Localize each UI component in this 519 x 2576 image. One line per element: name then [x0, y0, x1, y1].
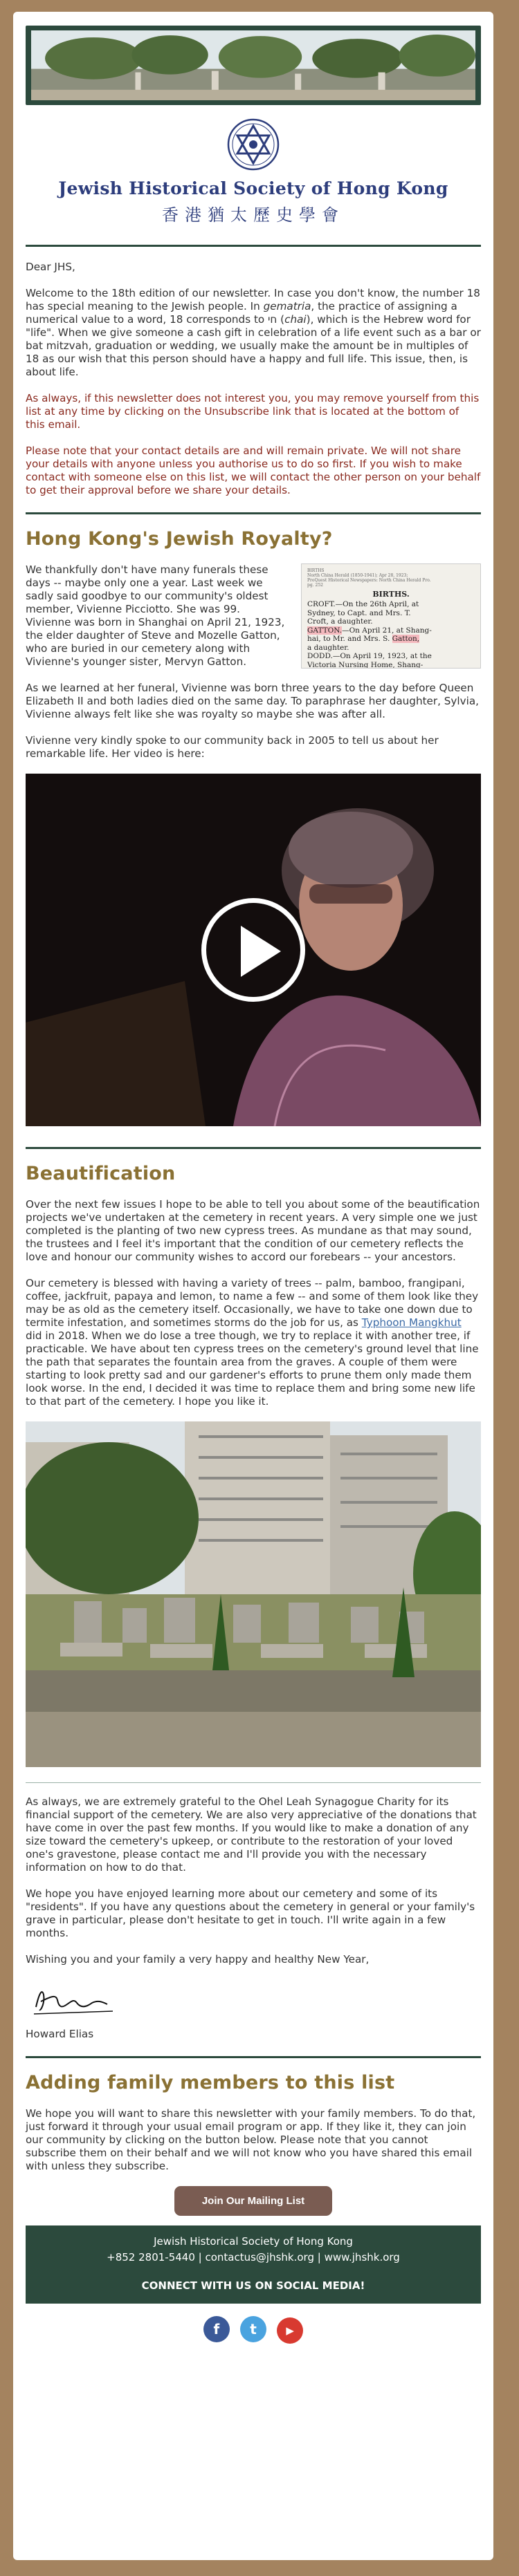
banner-scene [31, 30, 475, 100]
vivienne-video-thumbnail[interactable] [26, 774, 481, 1126]
unsubscribe-notice: As always, if this newsletter does not interest you, you may remove yourself from this list at any time by clicking on the Unsubscribe link that is located at the bottom of this email. [26, 392, 480, 431]
clipping-source: pg. 252 [307, 583, 323, 588]
join-mailing-list-button[interactable]: Join Our Mailing List [174, 2186, 332, 2216]
beautification-paragraph-1: Over the next few issues I hope to be able to tell you about some of the beautification projects we've undertaken at the cemetery in recent years. A very simple one we just completed is the planting of two new cypress trees. As mundane as that may sound, the trustees and I feel it's important that the condition of our cemetery reflects the love and honour our community wishes to accord our forebears -- your ancestors. [26, 1198, 480, 1263]
society-logo[interactable] [26, 105, 481, 230]
cemetery-banner-photo [31, 30, 475, 100]
royalty-paragraph-1: We thankfully don't have many funerals these days -- maybe only one a year. Last week we sadly said goodbye to our community's oldest member, Vivienne Picciotto. She was 99. Vivienne was born in Shanghai on April 21, 1923, the elder daughter of Steve and Mozelle Gatton, who are buried in our cemetery along with Vivienne's younger sister, Mervyn Gatton. [26, 563, 285, 668]
clipping-heading: BIRTHS. [372, 590, 410, 599]
clipping-line: hai, to Mr. and Mrs. S. Gatton, [307, 635, 420, 643]
star-of-david-logo-icon [226, 118, 280, 171]
beautification-heading: Beautification [26, 1163, 176, 1184]
header-banner-image [26, 26, 481, 105]
clipping-line: Sydney, to Capt. and Mrs. T. [307, 608, 411, 617]
signature-drawing [26, 1979, 122, 2021]
beautification-paragraph-2: Our cemetery is blessed with having a variety of trees -- palm, bamboo, frangipani, coffee, jackfruit, papaya and lemon, to name a few -- and some of them look like they may be as old as the cemetery itself. Occasionally, we have to take one down due to termite infestation, and sometimes storms do the job for us, as Typhoon Mangkhut did in 2018. When we do lose a tree though, we try to replace it with another tree, if practicable. We have about ten cypress trees on the cemetery's ground level that line the path that separates the fountain area from the graves. A couple of them were starting to look pretty sad and our gardener's efforts to prune them only made them look worse. In the end, I decided it was time to replace them and bring some new life to that part of the cemetery. I hope you like it. [26, 1277, 479, 1408]
youtube-icon[interactable]: ▶ [277, 2317, 303, 2344]
play-button-icon[interactable] [201, 898, 305, 1002]
closing-paragraph-2: We hope you have enjoyed learning more about our cemetery and some of its "residents". If you have any questions about the cemetery in general or your family's grave in particular, please don't hesitate to get in touch. I'll write again in a few months. [26, 1887, 475, 1939]
footer-contact[interactable]: +852 2801-5440 | contactus@jhshk.org | www.jhshk.org [107, 2251, 400, 2264]
clipping-line: CROFT.—On the 26th April, at [307, 600, 419, 608]
clipping-line: Victoria Nursing Home, Shang- [307, 660, 424, 669]
clipping-source: ProQuest Historical Newspapers: North China Herald Pro. [307, 578, 431, 583]
closing-paragraph-1: As always, we are extremely grateful to the Ohel Leah Synagogue Charity for its financial support of the cemetery. We are also very appreciative of the donations that have come in over the past few months. If you would like to make a donation of any size toward the cemetery's upkeep, or contribute to the restoration of your loved one's gravestone, please contact me and I'll provide you with the necessary information on how to do that. [26, 1795, 477, 1874]
divider [26, 1147, 481, 1149]
clipping-line: DODD.—On April 19, 1923, at the [307, 652, 432, 660]
footer-social-heading: CONNECT WITH US ON SOCIAL MEDIA! [141, 2279, 365, 2292]
clipping-line: GATTON.—On April 21, at Shang- [307, 626, 432, 635]
divider [26, 1782, 481, 1783]
clipping-source: North China Herald (1850-1941); Apr 28, 1923; [307, 573, 408, 578]
royalty-heading: Hong Kong's Jewish Royalty? [26, 528, 333, 550]
family-paragraph: We hope you will want to share this newsletter with your family members. To do that, just forward it through your usual email program or app. If they like it, they can join our community by clicking on the button below. Please note that you cannot subscribe them on their behalf and we will not know who you have shared this email with unless they subscribe. [26, 2107, 476, 2172]
twitter-icon[interactable]: t [240, 2316, 266, 2342]
closing-paragraph-3: Wishing you and your family a very happy and healthy New Year, [26, 1953, 370, 1966]
signer-name: Howard Elias [26, 2028, 94, 2040]
handwritten-signature [26, 1979, 481, 2021]
join-button-wrap [26, 2186, 481, 2216]
footer-org: Jewish Historical Society of Hong Kong [154, 2235, 353, 2248]
births-newspaper-clipping [301, 563, 481, 669]
social-links [26, 2304, 481, 2356]
intro-paragraph: Welcome to the 18th edition of our newsletter. In case you don't know, the number 18 has special meaning to the Jewish people. In gematria, the practice of assigning a numerical value to a word, 18 corresponds to חי (chai), which is the Hebrew word for "life". When we give someone a cash gift in celebration of a life event such as a bar or bat mitzvah, graduation or wedding, we usually make the amount be in multiples of 18 as our wish that this person should have a happy and full life. This issue, then, is about life. [26, 287, 481, 378]
typhoon-mangkhut-link[interactable]: Typhoon Mangkhut [361, 1316, 462, 1329]
cemetery-scene [26, 1421, 481, 1767]
footer [26, 2225, 481, 2304]
royalty-paragraph-2: As we learned at her funeral, Vivienne was born three years to the day before Queen Elizabeth II and both ladies died on the same day. To paraphrase her daughter, Sylvia, Vivienne always felt like she was royalty so maybe she was after all. [26, 682, 479, 720]
society-name-chinese: 香港猶太歷史學會 [162, 205, 345, 225]
greeting: Dear JHS, [26, 261, 75, 273]
clipping-line: Croft, a daughter. [307, 617, 373, 626]
society-name: Jewish Historical Society of Hong Kong [58, 178, 448, 198]
clipping-line: a daughter. [307, 643, 349, 652]
divider [26, 245, 481, 247]
divider [26, 2056, 481, 2058]
family-heading: Adding family members to this list [26, 2072, 395, 2093]
privacy-notice: Please note that your contact details are and will remain private. We will not share your details with anyone unless you authorise us to do so first. If you wish to make contact with someone else on this list, we will contact the other person on your behalf to get their approval before we share your details. [26, 445, 481, 496]
royalty-paragraph-3: Vivienne very kindly spoke to our community back in 2005 to tell us about her remarkable life. Her video is here: [26, 734, 439, 760]
divider [26, 512, 481, 514]
facebook-icon[interactable]: f [203, 2316, 230, 2342]
newsletter-card [13, 12, 493, 2560]
cemetery-cypress-photo [26, 1421, 481, 1767]
clipping-source: BIRTHS [307, 568, 325, 573]
